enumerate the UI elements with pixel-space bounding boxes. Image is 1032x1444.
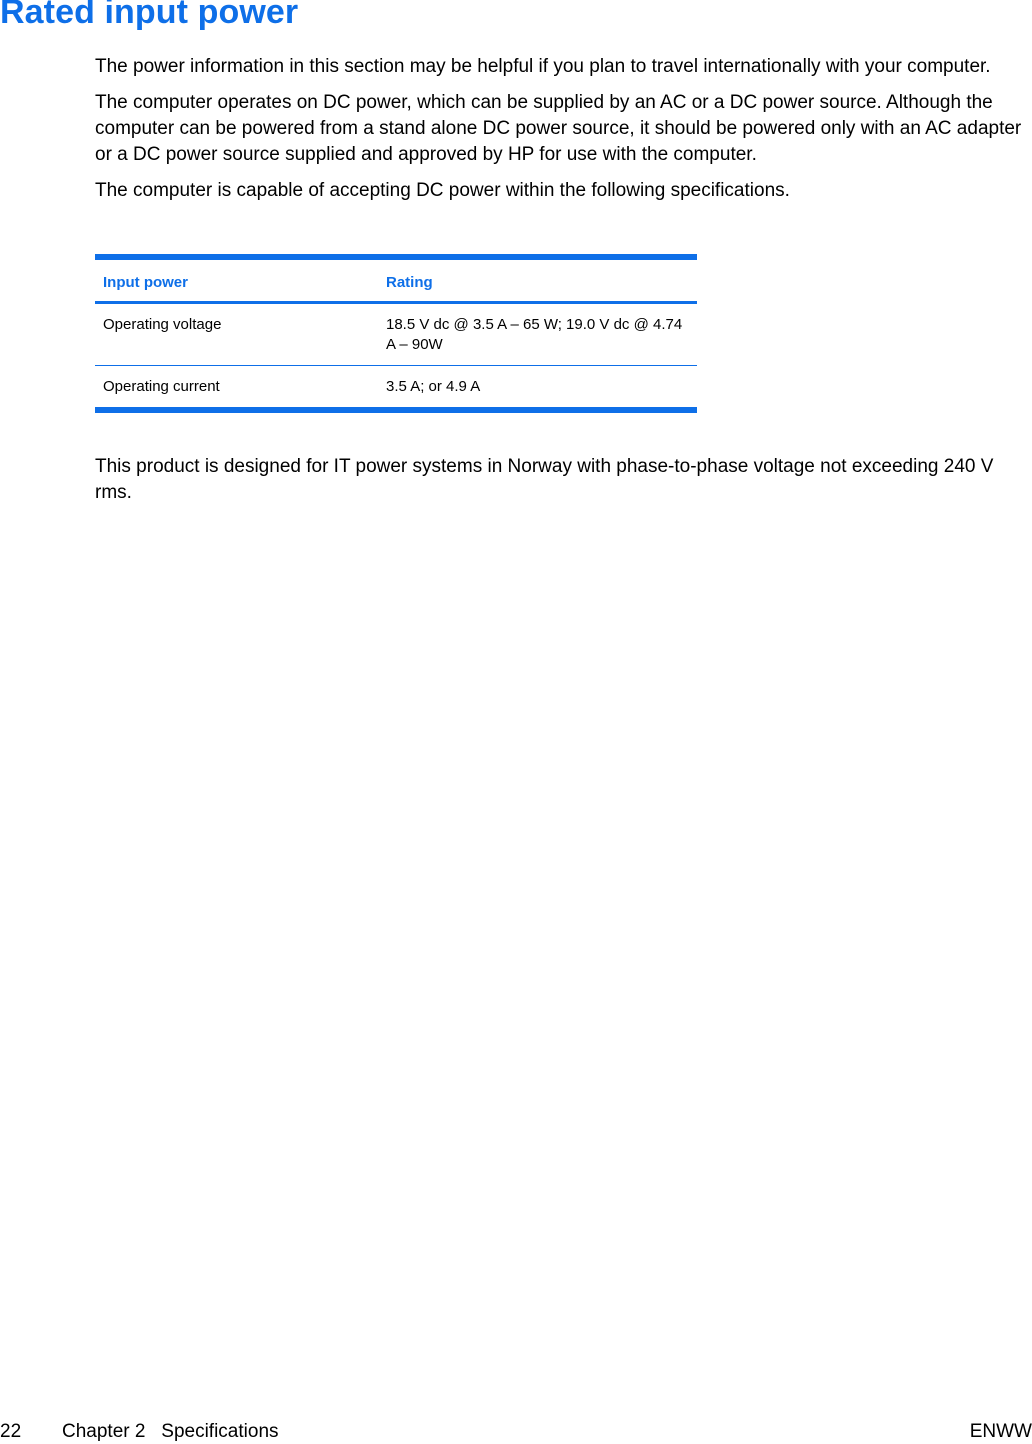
norway-note-section xyxy=(95,454,1032,506)
table-cell-parameter: Operating voltage xyxy=(95,303,378,366)
intro-paragraph: The power information in this section may be helpful if you plan to travel internationally with your computer. xyxy=(95,56,991,77)
page-number: 22 xyxy=(0,1421,22,1442)
norway-note-paragraph: This product is designed for IT power systems in Norway with phase-to-phase voltage not exceeding 240 V rms. xyxy=(95,456,994,503)
footer-edition-code: ENWW xyxy=(969,1421,1032,1442)
column-header-input-power: Input power xyxy=(95,257,378,303)
specifications-intro-paragraph: The computer is capable of accepting DC power within the following specifications. xyxy=(95,180,790,201)
chapter-label: Chapter 2 Specifications xyxy=(62,1421,279,1442)
intro-section xyxy=(95,54,1032,204)
input-power-table xyxy=(95,254,697,413)
table-row xyxy=(95,366,697,411)
table-cell-parameter: Operating current xyxy=(103,378,220,395)
table-row xyxy=(95,303,697,366)
page-title: Rated input power xyxy=(0,0,299,31)
dc-power-paragraph: The computer operates on DC power, which can be supplied by an AC or a DC power source. Although the computer can be powered from a stand alone DC power source, it should be powered only with an AC adapter or a DC power source supplied and approved by HP for use with the computer. xyxy=(95,92,1022,165)
table-cell-rating: 3.5 A; or 4.9 A xyxy=(386,378,481,395)
table-cell-rating: 18.5 V dc @ 3.5 A – 65 W; 19.0 V dc @ 4.74 A – 90W xyxy=(378,303,697,366)
table-header-row xyxy=(95,257,697,303)
column-header-rating: Rating xyxy=(378,257,697,303)
